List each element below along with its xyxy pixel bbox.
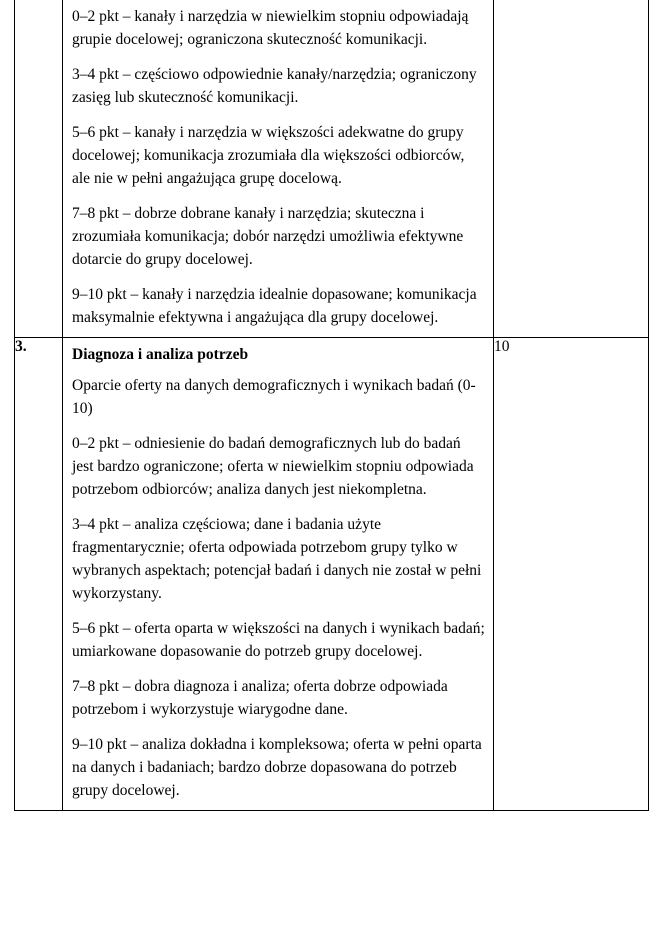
criterion-description-cell: [63, 338, 494, 811]
scoring-level-3-4: 3–4 pkt – analiza częściowa; dane i badania użyte fragmentarycznie; oferta odpowiada potrzebom grupy tylko w wybranych aspektach; potencjał badań i danych nie został w pełni wykorzystany.: [72, 516, 482, 602]
table-row: [15, 0, 649, 338]
criterion-heading: Diagnoza i analiza potrzeb: [72, 346, 249, 363]
row-number-cell: [15, 0, 63, 338]
max-points: 10: [494, 338, 649, 811]
criterion-description-cell: [63, 0, 494, 338]
scoring-level-7-8: 7–8 pkt – dobra diagnoza i analiza; oferta dobrze odpowiada potrzebom i wykorzystuje wiarygodne dane.: [72, 678, 448, 718]
scoring-level-7-8: 7–8 pkt – dobrze dobrane kanały i narzędzia; skuteczna i zrozumiała komunikacja; dobór narzędzi umożliwia efektywne dotarcie do grupy docelowej.: [72, 205, 464, 268]
scoring-level-5-6: 5–6 pkt – oferta oparta w większości na danych i wynikach badań; umiarkowane dopasowanie do potrzeb grupy docelowej.: [72, 620, 485, 660]
scoring-level-9-10: 9–10 pkt – analiza dokładna i kompleksowa; oferta w pełni oparta na danych i badaniach; bardzo dobrze dopasowana do potrzeb grupy docelowej.: [72, 736, 482, 799]
scoring-level-9-10: 9–10 pkt – kanały i narzędzia idealnie dopasowane; komunikacja maksymalnie efektywna i angażująca dla grupy docelowej.: [72, 286, 477, 326]
scoring-level-0-2: 0–2 pkt – odniesienie do badań demograficznych lub do badań jest bardzo ograniczone; oferta w niewielkim stopniu odpowiada potrzebom odbiorców; analiza danych jest niekompletna.: [72, 435, 474, 498]
row-number: 3.: [15, 338, 63, 811]
table-row: [15, 338, 649, 811]
scoring-level-0-2: 0–2 pkt – kanały i narzędzia w niewielkim stopniu odpowiadają grupie docelowej; ograniczona skuteczność komunikacji.: [72, 8, 469, 48]
criterion-summary: Oparcie oferty na danych demograficznych i wynikach badań (0-10): [72, 377, 476, 417]
criteria-table: [14, 0, 649, 811]
scoring-level-5-6: 5–6 pkt – kanały i narzędzia w większości adekwatne do grupy docelowej; komunikacja zrozumiała dla większości odbiorców, ale nie w pełni angażująca grupę docelową.: [72, 124, 465, 187]
max-points-cell: [494, 0, 649, 338]
scoring-level-3-4: 3–4 pkt – częściowo odpowiednie kanały/narzędzia; ograniczony zasięg lub skuteczność komunikacji.: [72, 66, 477, 106]
